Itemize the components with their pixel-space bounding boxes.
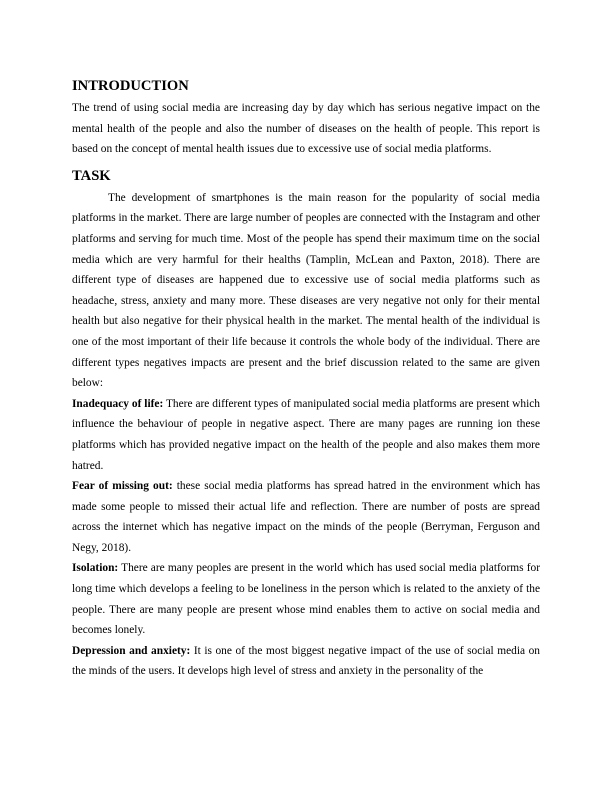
point-label: Inadequacy of life: [72,397,164,410]
point-label: Fear of missing out: [72,480,173,493]
point-label: Depression and anxiety: [72,644,191,657]
point-fear-of-missing-out [72,476,540,558]
point-text: There are different types of manipulated social media platforms are present which influence the behaviour of people in negative aspect. There are many pages are running ion these platforms which has provided negative impact on the health of the people and also makes them more hatred. [72,397,540,472]
document-body [72,76,540,682]
introduction-heading: INTRODUCTION [72,78,189,94]
point-text: these social media platforms has spread hatred in the environment which has made some people to missed their actual life and reflection. There are number of posts are spread across the internet which has negative impact on the minds of the people (Berryman, Ferguson and Negy, 2018). [72,480,541,554]
point-text: It is one of the most biggest negative impact of the use of social media on the minds of the users. It develops high level of stress and anxiety in the personality of the [72,644,540,678]
point-inadequacy-of-life [72,394,540,476]
introduction-paragraph: The trend of using social media are increasing day by day which has serious negative impact on the mental health of the people and also the number of diseases on the health of people. This report is based on the concept of mental health issues due to excessive use of social media platforms. [72,102,540,156]
task-heading: TASK [72,167,111,184]
point-isolation [72,558,540,640]
point-text: There are many peoples are present in the world which has used social media platforms for long time which develops a feeling to be loneliness in the person which is related to the anxiety of the people. There are many people are present whose mind enables them to active on social media and becomes lonely. [72,562,540,637]
point-depression-and-anxiety [72,641,540,682]
task-paragraph: The development of smartphones is the main reason for the popularity of social media platforms in the market. There are large number of peoples are connected with the Instagram and other platforms and serving for much time. Most of the people has spend their maximum time on the social media which are very harmful for their healths (Tamplin, McLean and Paxton, 2018). There are different type of diseases are happened due to excessive use of social media platforms such as headache, stress, anxiety and many more. These diseases are very negative not only for their mental health but also negative for their physical health in the market. The mental health of the individual is one of the most important of their life because it controls the whole body of the individual. There are different types negatives impacts are present and the brief discussion related to the same are given below: [72,191,540,390]
point-label: Isolation: [72,562,119,575]
